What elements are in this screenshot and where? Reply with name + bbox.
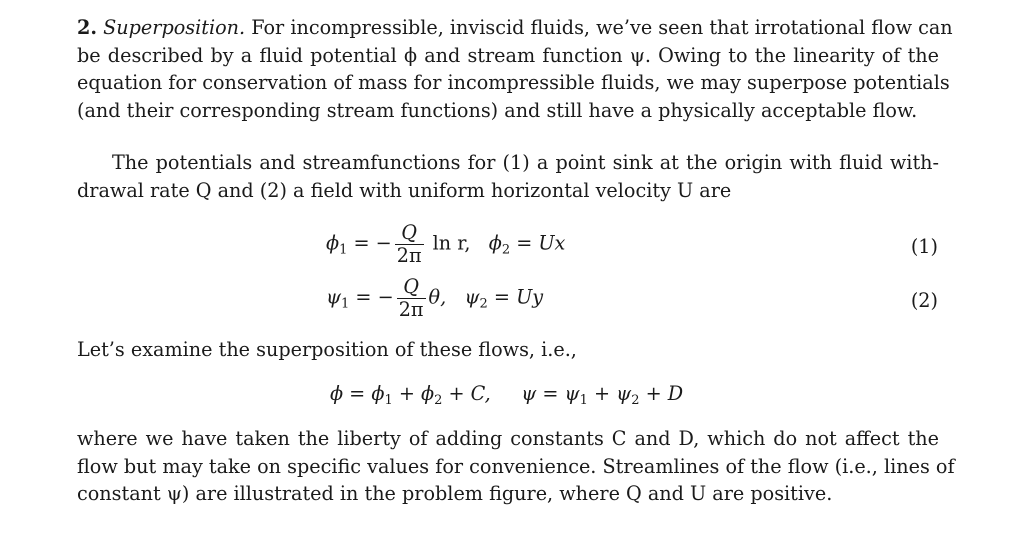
- constants-paragraph: [77, 425, 955, 508]
- eq1-lhs: ϕ: [326, 231, 340, 255]
- eq2-lhs-sub: 1: [341, 296, 350, 312]
- intro-line-3: equation for conservation of mass for incompressible fluids, we may superpose potentials: [77, 71, 950, 95]
- eq1-rhs2-lhs: ϕ: [488, 231, 502, 255]
- constants-line-2: flow but may take on specific values for convenience. Streamlines of the flow (i.e., lines of: [77, 454, 955, 478]
- intro-paragraph: [77, 14, 953, 124]
- eq1-tail: ln r,: [426, 231, 471, 255]
- eq2-rhs2-sub: 2: [479, 296, 488, 312]
- eq2-tail: θ,: [428, 285, 447, 309]
- potentials-line-2: drawal rate Q and (2) a field with uniform horizontal velocity U are: [77, 178, 732, 202]
- equation-2: [326, 276, 543, 321]
- eq3-sub5: 2: [631, 393, 640, 408]
- equation-1-number: (1): [910, 235, 938, 258]
- intro-line-1-text: For incompressible, inviscid fluids, we’ve seen that irrotational flow can: [245, 16, 953, 39]
- equation-3: [330, 382, 683, 413]
- eq1-fraction: [395, 222, 424, 267]
- eq1-lhs-sub: 1: [339, 242, 348, 258]
- potentials-paragraph: [77, 149, 939, 204]
- eq2-frac-num: Q: [403, 275, 419, 298]
- eq3-sub4: 1: [579, 393, 588, 408]
- eq2-rhs2: = Uy: [487, 285, 544, 309]
- eq3-sub2: 2: [434, 393, 443, 408]
- eq1-eq-sign: = −: [347, 231, 392, 255]
- superposition-intro: [77, 336, 939, 364]
- eq2-fraction: [397, 276, 426, 321]
- eq3-sub1: 1: [384, 393, 393, 408]
- eq3-part1: ϕ = ϕ: [330, 382, 385, 405]
- eq1-rhs2-sub: 2: [501, 242, 511, 258]
- eq3-part6: + D: [639, 382, 684, 405]
- problem-number: 2.: [77, 16, 98, 39]
- eq2-frac-den: 2π: [398, 298, 424, 321]
- eq2-rhs2-lhs: ψ: [464, 285, 480, 309]
- constants-line-1: where we have taken the liberty of adding constants C and D, which do not affect the: [77, 427, 939, 450]
- eq3-part5: + ψ: [587, 382, 632, 405]
- eq3-part4: ψ = ψ: [521, 382, 580, 405]
- intro-line-4: (and their corresponding stream functions) and still have a physically acceptable flow.: [77, 98, 918, 122]
- eq3-part2: + ϕ: [392, 382, 435, 405]
- problem-title: Superposition.: [103, 16, 246, 39]
- superposition-intro-line: Let’s examine the superposition of these flows, i.e.,: [77, 338, 577, 361]
- equation-1: [326, 222, 565, 267]
- intro-line-2: be described by a fluid potential ϕ and stream function ψ. Owing to the linearity of the: [77, 43, 939, 67]
- eq2-lhs: ψ: [326, 285, 342, 309]
- eq3-part3: + C,: [442, 382, 491, 405]
- intro-line-1: [77, 14, 953, 42]
- constants-line-3: constant ψ) are illustrated in the problem figure, where Q and U are positive.: [77, 482, 833, 506]
- eq1-frac-den: 2π: [396, 244, 422, 267]
- equation-2-number: (2): [910, 289, 938, 312]
- eq1-rhs2: = Ux: [510, 231, 566, 255]
- eq2-eq-sign: = −: [349, 285, 394, 309]
- potentials-line-1: The potentials and streamfunctions for (1) a point sink at the origin with fluid with-: [112, 151, 939, 174]
- eq1-frac-num: Q: [401, 221, 418, 244]
